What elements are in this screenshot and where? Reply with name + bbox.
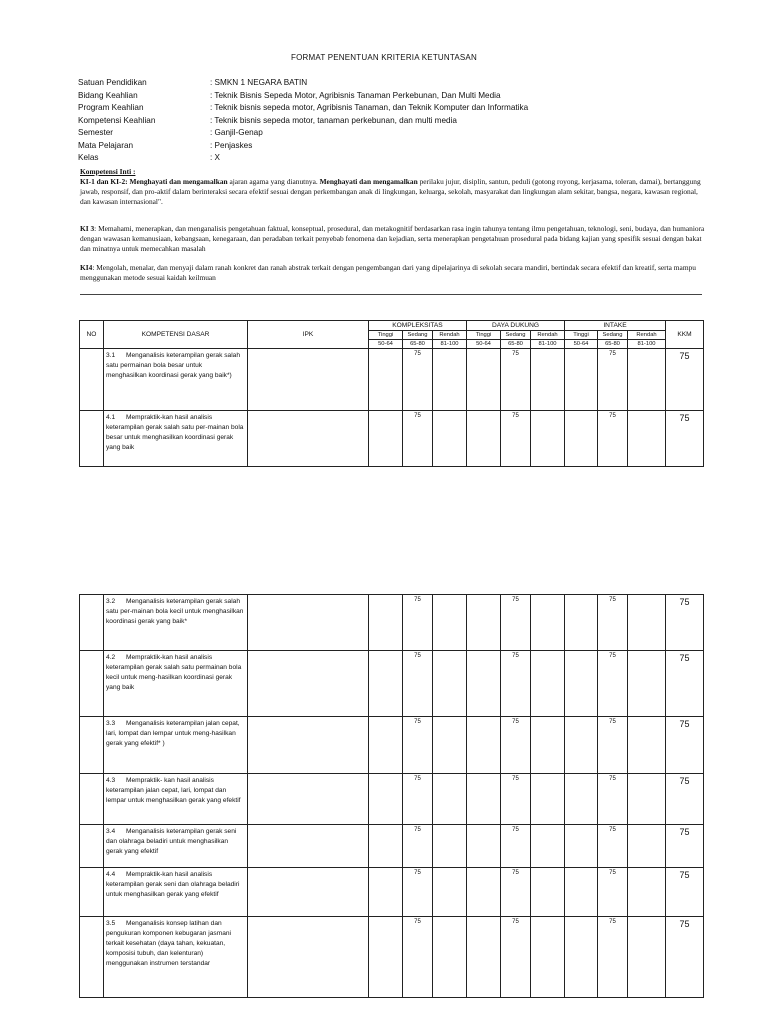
kd-number: 3.5 (106, 920, 116, 927)
daya-dukung-tinggi-cell (467, 595, 501, 651)
info-label: Kelas (78, 153, 99, 162)
kd-text: Menganalisis keterampilan jalan cepat, lari, lompat dan lempar untuk meng-hasilkan gerak yang efektif* ) (106, 720, 240, 747)
intake-tinggi-cell (565, 774, 598, 825)
intake-rendah-cell (628, 651, 666, 717)
intake-sedang-cell: 75 (598, 595, 628, 651)
ipk-cell (248, 349, 369, 411)
ki-3-paragraph (80, 224, 705, 254)
ipk-cell (248, 651, 369, 717)
intake-sedang-cell: 75 (598, 651, 628, 717)
kkm-cell: 75 (666, 651, 704, 717)
kompleksitas-tinggi-cell (369, 868, 403, 917)
subheader-rendah: Rendah (531, 331, 565, 340)
range-mid: 65-80 (403, 340, 433, 349)
daya-dukung-rendah-cell (531, 717, 565, 774)
row-no-cell (80, 917, 104, 998)
kkm-table (79, 320, 704, 467)
intake-tinggi-cell (565, 349, 598, 411)
info-row (78, 115, 528, 128)
subheader-tinggi: Tinggi (467, 331, 501, 340)
info-row (78, 102, 528, 115)
kkm-cell: 75 (666, 411, 704, 467)
kd-text: Mempraktik- kan hasil analisis keterampilan jalan cepat, lari, lompat dan lempar untuk menghasilkan gerak yang efektif (106, 777, 241, 804)
info-value: : Teknik bisnis sepeda motor, Agribisnis Tanaman, dan Teknik Komputer dan Informatika (210, 103, 529, 112)
kompleksitas-sedang-cell: 75 (403, 411, 433, 467)
daya-dukung-tinggi-cell (467, 717, 501, 774)
header-kompleksitas: KOMPLEKSITAS (369, 321, 467, 331)
info-value: : X (210, 153, 221, 162)
kompleksitas-sedang-cell: 75 (403, 917, 433, 998)
info-value: : Teknik Bisnis Sepeda Motor, Agribisnis Tanaman Perkebunan, Dan Multi Media (210, 90, 501, 100)
kd-text: Mempraktik-kan hasil analisis keterampilan gerak seni dan olahraga beladiri untuk menghasilkan gerak yang efektif (106, 871, 240, 898)
kompleksitas-rendah-cell (433, 411, 467, 467)
kd-number: 3.2 (106, 598, 116, 605)
divider (80, 294, 702, 295)
kompetensi-dasar-cell (104, 595, 248, 651)
daya-dukung-sedang-cell: 75 (501, 825, 531, 868)
daya-dukung-tinggi-cell (467, 868, 501, 917)
row-no-cell (80, 651, 104, 717)
info-row (78, 140, 528, 153)
table-row (80, 774, 704, 825)
subheader-tinggi: Tinggi (369, 331, 403, 340)
range-high: 81-100 (628, 340, 666, 349)
kd-number: 3.4 (106, 828, 116, 835)
row-no-cell (80, 868, 104, 917)
info-value: : Penjaskes (210, 140, 253, 150)
range-high: 81-100 (433, 340, 467, 349)
info-label: Mata Pelajaran (78, 140, 134, 150)
kompleksitas-sedang-cell: 75 (403, 349, 433, 411)
header-ipk: IPK (248, 321, 369, 349)
header-daya-dukung: DAYA DUKUNG (467, 321, 565, 331)
daya-dukung-rendah-cell (531, 349, 565, 411)
kd-number: 3.1 (106, 352, 116, 359)
kd-number: 4.4 (106, 871, 116, 878)
kompetensi-dasar-cell (104, 774, 248, 825)
info-value: : SMKN 1 NEGARA BATIN (210, 78, 308, 87)
kompetensi-dasar-cell (104, 651, 248, 717)
kd-number: 4.1 (106, 414, 116, 421)
kompetensi-dasar-cell (104, 868, 248, 917)
kd-number: 4.3 (106, 777, 116, 784)
kompleksitas-rendah-cell (433, 349, 467, 411)
ipk-cell (248, 774, 369, 825)
kompleksitas-tinggi-cell (369, 717, 403, 774)
intake-sedang-cell: 75 (598, 774, 628, 825)
kompleksitas-rendah-cell (433, 717, 467, 774)
intake-sedang-cell: 75 (598, 717, 628, 774)
ki-1-2-paragraph (80, 177, 705, 207)
kompleksitas-sedang-cell: 75 (403, 595, 433, 651)
intake-tinggi-cell (565, 825, 598, 868)
ipk-cell (248, 825, 369, 868)
table-row (80, 411, 704, 467)
daya-dukung-rendah-cell (531, 917, 565, 998)
kompleksitas-tinggi-cell (369, 411, 403, 467)
kompleksitas-tinggi-cell (369, 825, 403, 868)
table-row (80, 917, 704, 998)
table-row (80, 717, 704, 774)
ki-1-2-label: KI-1 dan KI-2: Menghayati dan mengamalkan (80, 177, 228, 186)
intake-rendah-cell (628, 595, 666, 651)
ki-1-2-text: ajaran agama yang dianutnya. (227, 177, 320, 186)
info-label: Satuan Pendidikan (78, 78, 147, 87)
intake-tinggi-cell (565, 651, 598, 717)
kompleksitas-sedang-cell: 75 (403, 825, 433, 868)
subheader-sedang: Sedang (403, 331, 433, 340)
kompleksitas-rendah-cell (433, 917, 467, 998)
daya-dukung-tinggi-cell (467, 774, 501, 825)
intake-sedang-cell: 75 (598, 825, 628, 868)
table-row (80, 825, 704, 868)
kompleksitas-sedang-cell: 75 (403, 717, 433, 774)
ki-3-text: : Memahami, menerapkan, dan menganalisis pengetahuan faktual, konseptual, prosedural, dan metakognitif berdasarkan rasa ingin tahunya tentang ilmu pengetahuan, teknologi, seni, budaya, dan humaniora dengan wawasan kemanusiaan, kebangsaan, kenegaraan, dan peradaban terkait penyebab fenomena dan kejadian, serta menerapkan pengetahuan prosedural pada bidang kajian yang spesifik sesuai dengan bakat dan minatnya untuk memecahkan masalah (80, 224, 705, 253)
daya-dukung-tinggi-cell (467, 917, 501, 998)
header-no: NO (80, 321, 104, 349)
daya-dukung-rendah-cell (531, 651, 565, 717)
subheader-rendah: Rendah (433, 331, 467, 340)
ki-4-text: : Mengolah, menalar, dan menyaji dalam ranah konkret dan ranah abstrak terkait dengan pengembangan dari yang dipelajarinya di sekolah secara mandiri, bertindak secara efektif dan kreatif, serta mampu menggunakan metode sesuai kaidah keilmuan (80, 263, 696, 282)
daya-dukung-sedang-cell: 75 (501, 717, 531, 774)
kompleksitas-tinggi-cell (369, 774, 403, 825)
range-low: 50-64 (565, 340, 598, 349)
subheader-tinggi: Tinggi (565, 331, 598, 340)
subheader-sedang: Sedang (501, 331, 531, 340)
ki-4-paragraph (80, 263, 705, 283)
ipk-cell (248, 595, 369, 651)
daya-dukung-tinggi-cell (467, 411, 501, 467)
info-label: Semester (78, 128, 114, 137)
document-title: FORMAT PENENTUAN KRITERIA KETUNTASAN (291, 53, 477, 62)
header-intake: INTAKE (565, 321, 666, 331)
daya-dukung-rendah-cell (531, 868, 565, 917)
info-label: Kompetensi Keahlian (78, 115, 156, 125)
kd-text: Menganalisis keterampilan gerak salah satu permainan bola besar untuk menghasilkan koordinasi gerak yang baik*) (106, 352, 240, 379)
ipk-cell (248, 411, 369, 467)
daya-dukung-sedang-cell: 75 (501, 868, 531, 917)
kompleksitas-sedang-cell: 75 (403, 651, 433, 717)
kd-number: 3.3 (106, 720, 116, 727)
intake-rendah-cell (628, 917, 666, 998)
row-no-cell (80, 717, 104, 774)
kkm-table-continued (79, 594, 704, 998)
daya-dukung-sedang-cell: 75 (501, 349, 531, 411)
kd-text: Menganalisis keterampilan gerak salah satu per-mainan bola kecil untuk menghasilkan koordinasi gerak yang baik* (106, 598, 244, 625)
table-row (80, 349, 704, 411)
intake-sedang-cell: 75 (598, 411, 628, 467)
ki-heading: Kompetensi Inti : (80, 167, 136, 176)
daya-dukung-rendah-cell (531, 774, 565, 825)
table-body (80, 595, 704, 998)
intake-tinggi-cell (565, 917, 598, 998)
kd-text: Mempraktik-kan hasil analisis keterampilan gerak salah satu permainan bola kecil untuk meng-hasilkan koordinasi gerak yang baik (106, 654, 242, 691)
ki-1-2-text-cont: perilaku jujur, disiplin, santun, peduli (gotong royong, kerjasama, toleran, damai), bertanggung jawab, responsif, dan pro-aktif dalam berinteraksi secara efektif sesuai dengan perkembangan anak di lingkungan, keluarga, sekolah, masyarakat dan lingkungan alam sekitar, bangsa, negara, kawasan regional, dan kawasan internasional". (80, 177, 701, 206)
kkm-cell: 75 (666, 774, 704, 825)
row-no-cell (80, 774, 104, 825)
intake-sedang-cell: 75 (598, 868, 628, 917)
table-row (80, 595, 704, 651)
row-no-cell (80, 349, 104, 411)
intake-tinggi-cell (565, 868, 598, 917)
kompleksitas-tinggi-cell (369, 349, 403, 411)
row-no-cell (80, 595, 104, 651)
kompleksitas-rendah-cell (433, 868, 467, 917)
ki-1-2-emphasis: Menghayati dan mengamalkan (319, 177, 418, 186)
intake-rendah-cell (628, 825, 666, 868)
table-row (80, 651, 704, 717)
table-row (80, 868, 704, 917)
subheader-sedang: Sedang (598, 331, 628, 340)
info-row (78, 152, 528, 165)
info-block (78, 77, 528, 165)
kkm-cell: 75 (666, 825, 704, 868)
range-high: 81-100 (531, 340, 565, 349)
intake-tinggi-cell (565, 595, 598, 651)
intake-rendah-cell (628, 349, 666, 411)
header-kkm: KKM (666, 321, 704, 349)
daya-dukung-rendah-cell (531, 595, 565, 651)
kompleksitas-rendah-cell (433, 774, 467, 825)
daya-dukung-tinggi-cell (467, 651, 501, 717)
intake-rendah-cell (628, 868, 666, 917)
kkm-cell: 75 (666, 717, 704, 774)
header-kompetensi-dasar: KOMPETENSI DASAR (104, 321, 248, 349)
kompetensi-dasar-cell (104, 917, 248, 998)
row-no-cell (80, 825, 104, 868)
ki-4-label: KI4 (80, 263, 93, 272)
kd-number: 4.2 (106, 654, 116, 661)
kompetensi-dasar-cell (104, 411, 248, 467)
intake-tinggi-cell (565, 411, 598, 467)
kd-text: Menganalisis keterampilan gerak seni dan olahraga beladiri untuk menghasilkan gerak yang efektif (106, 828, 237, 855)
kompleksitas-sedang-cell: 75 (403, 774, 433, 825)
ki-3-label: KI 3 (80, 224, 95, 233)
info-value: : Teknik bisnis sepeda motor, tanaman perkebunan, dan multi media (210, 115, 457, 125)
kompetensi-dasar-cell (104, 349, 248, 411)
kompleksitas-rendah-cell (433, 651, 467, 717)
info-value: : Ganjil-Genap (210, 128, 263, 137)
subheader-rendah: Rendah (628, 331, 666, 340)
kkm-cell: 75 (666, 917, 704, 998)
daya-dukung-rendah-cell (531, 825, 565, 868)
kompleksitas-rendah-cell (433, 595, 467, 651)
kd-text: Menganalisis konsep latihan dan pengukuran komponen kebugaran jasmani terkait kesehatan (daya tahan, kekuatan, komposisi tubuh, dan kelenturan) menggunakan instrumen terstandar (106, 920, 232, 967)
ipk-cell (248, 717, 369, 774)
daya-dukung-sedang-cell: 75 (501, 595, 531, 651)
kkm-cell: 75 (666, 868, 704, 917)
intake-tinggi-cell (565, 717, 598, 774)
intake-rendah-cell (628, 774, 666, 825)
row-no-cell (80, 411, 104, 467)
kompetensi-dasar-cell (104, 717, 248, 774)
kompleksitas-sedang-cell: 75 (403, 868, 433, 917)
range-low: 50-64 (467, 340, 501, 349)
intake-sedang-cell: 75 (598, 917, 628, 998)
daya-dukung-sedang-cell: 75 (501, 651, 531, 717)
info-label: Program Keahlian (78, 103, 144, 112)
info-row (78, 77, 528, 90)
kompleksitas-rendah-cell (433, 825, 467, 868)
kkm-cell: 75 (666, 349, 704, 411)
table-body (80, 349, 704, 467)
daya-dukung-sedang-cell: 75 (501, 774, 531, 825)
daya-dukung-tinggi-cell (467, 349, 501, 411)
intake-rendah-cell (628, 411, 666, 467)
intake-sedang-cell: 75 (598, 349, 628, 411)
intake-rendah-cell (628, 717, 666, 774)
info-row (78, 127, 528, 140)
kompetensi-dasar-cell (104, 825, 248, 868)
kd-text: Mempraktik-kan hasil analisis keterampilan gerak salah satu per-mainan bola besar untuk menghasilkan koordinasi gerak yang baik (106, 414, 244, 451)
daya-dukung-tinggi-cell (467, 825, 501, 868)
daya-dukung-sedang-cell: 75 (501, 917, 531, 998)
daya-dukung-rendah-cell (531, 411, 565, 467)
kkm-cell: 75 (666, 595, 704, 651)
ipk-cell (248, 917, 369, 998)
info-row (78, 90, 528, 103)
ipk-cell (248, 868, 369, 917)
kompleksitas-tinggi-cell (369, 917, 403, 998)
range-low: 50-64 (369, 340, 403, 349)
range-mid: 65-80 (598, 340, 628, 349)
daya-dukung-sedang-cell: 75 (501, 411, 531, 467)
range-mid: 65-80 (501, 340, 531, 349)
info-label: Bidang Keahlian (78, 90, 138, 100)
kompleksitas-tinggi-cell (369, 595, 403, 651)
kompleksitas-tinggi-cell (369, 651, 403, 717)
